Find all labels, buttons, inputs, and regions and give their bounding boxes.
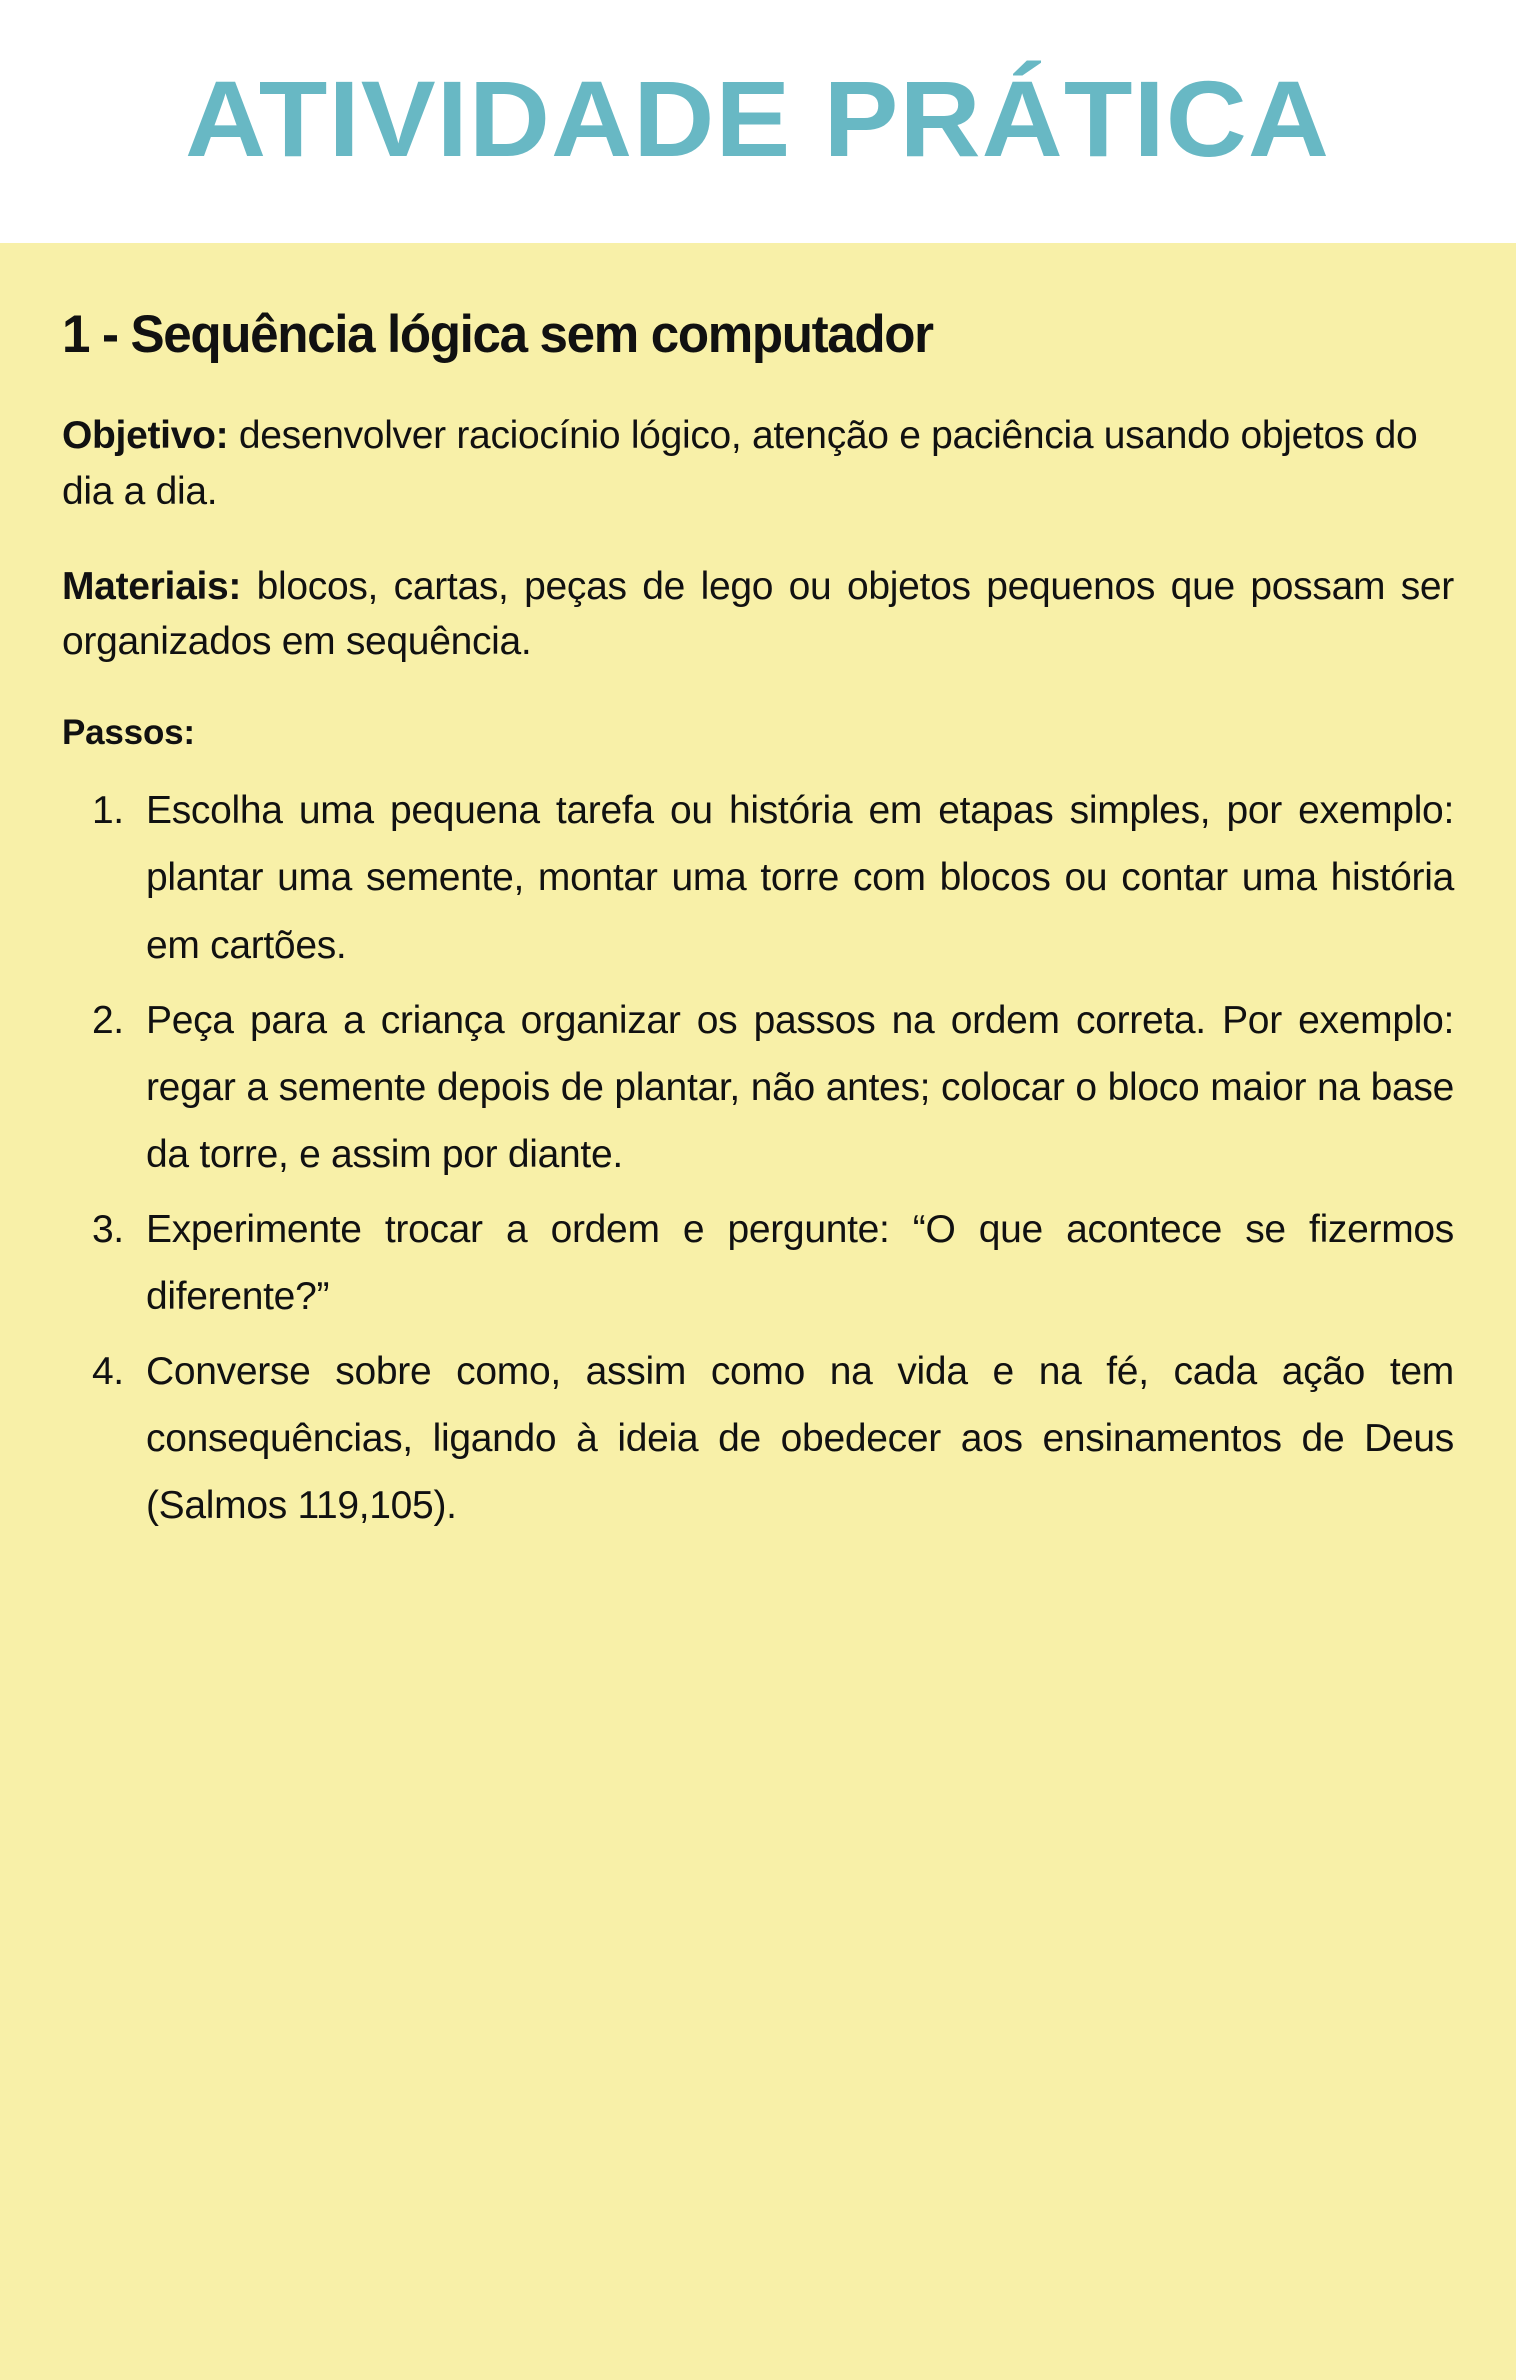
passos-label: Passos: bbox=[62, 712, 195, 752]
list-item: Converse sobre como, assim como na vida e na fé, cada ação tem consequências, ligando à ideia de obedecer aos ensinamentos de Deus (Salmos 119,105). bbox=[146, 1349, 1454, 1528]
materiais-label: Materiais: bbox=[62, 565, 242, 609]
objetivo-label: Objetivo: bbox=[62, 414, 229, 458]
section-heading: 1 - Sequência lógica sem computador bbox=[62, 305, 933, 364]
content-panel bbox=[0, 243, 1516, 2380]
objetivo-text: desenvolver raciocínio lógico, atenção e paciência usando objetos do dia a dia. bbox=[62, 414, 1418, 513]
list-item: Escolha uma pequena tarefa ou história em etapas simples, por exemplo: plantar uma semente, montar uma torre com blocos ou contar uma história em cartões. bbox=[146, 789, 1454, 967]
list-item: Peça para a criança organizar os passos na ordem correta. Por exemplo: regar a semente depois de plantar, não antes; colocar o bloco maior na base da torre, e assim por diante. bbox=[146, 998, 1454, 1176]
objetivo-paragraph bbox=[62, 408, 1454, 519]
materiais-paragraph bbox=[62, 559, 1454, 670]
page-title: ATIVIDADE PRÁTICA bbox=[185, 57, 1331, 179]
steps-list bbox=[62, 777, 1454, 1539]
materiais-text: blocos, cartas, peças de lego ou objetos pequenos que possam ser organizados em sequência. bbox=[62, 565, 1454, 664]
header-banner bbox=[0, 0, 1516, 243]
list-item: Experimente trocar a ordem e pergunte: “O que acontece se fizermos diferente?” bbox=[146, 1207, 1454, 1318]
